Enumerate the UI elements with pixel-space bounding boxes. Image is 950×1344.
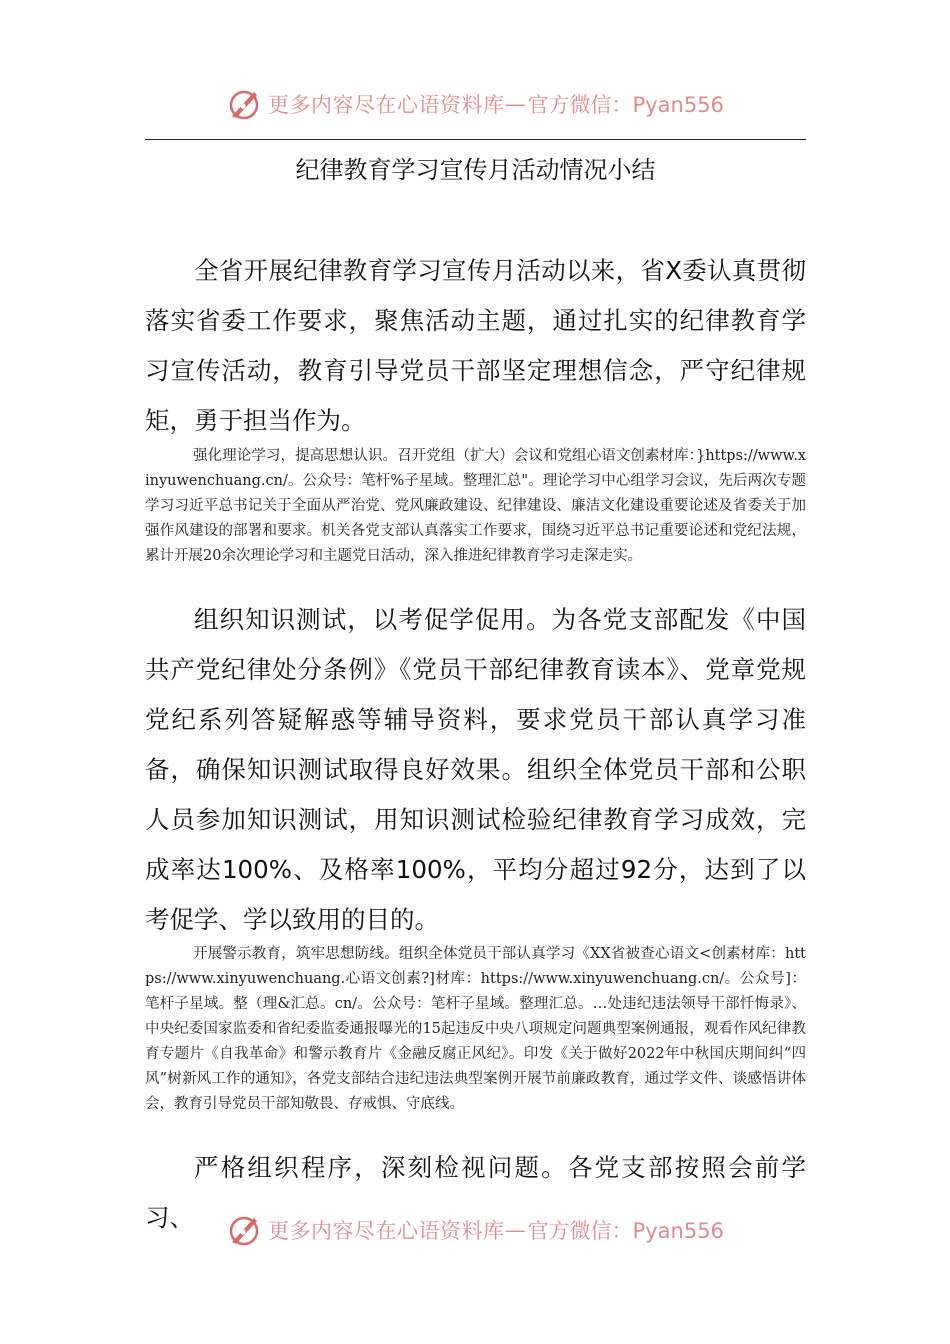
watermark-wechat-text: 官方微信：Pyan556	[527, 93, 724, 117]
watermark-banner-bottom	[0, 1206, 950, 1254]
paragraph-knowledge-test: 组织知识测试，以考促学促用。为各党支部配发《中国共产党纪律处分条例》《党员干部纪律教育读本》、党章党规党纪系列答疑解惑等辅导资料，要求党员干部认真学习准备，确保知识测试取得良好效果。组织全体党员干部和公职人员参加知识测试，用知识测试检验纪律教育学习成效，完成率达100%、及格率100%，平均分超过92分，达到了以考促学、学以致用的目的。	[145, 605, 806, 934]
pen-nib-logo-icon	[226, 86, 262, 122]
document-title: 纪律教育学习宣传月活动情况小结	[295, 156, 656, 184]
watermark-wechat-text: 官方微信：Pyan556	[527, 1219, 724, 1243]
watermark-dash: —	[504, 1218, 526, 1242]
paragraph-theory-study: 强化理论学习，提高思想认识。召开党组（扩大）会议和党组心语文创素材库：}https://www.xinyuwenchuang.cn/。公众号：笔杆%子星域。整理汇总"。理论学习中心组学习会议，先后两次专题学习习近平总书记关于全面从严治党、党风廉政建设、纪律建设、廉洁文化建设重要论述及省委关于加强作风建设的部署和要求。机关各党支部认真落实工作要求，围绕习近平总书记重要论述和党纪法规，累计开展20余次理论学习和主题党日活动，深入推进纪律教育学习走深走实。	[145, 448, 806, 564]
paragraph-warning-education: 开展警示教育，筑牢思想防线。组织全体党员干部认真学习《XX省被查心语文<创素材库：https://www.xinyuwenchuang.心语文创素?]材库：https://www.xinyuwenchuang.cn/。公众号]：笔杆子星域。整（理&汇总。cn/。公众号：笔杆子星域。整理汇总。…处违纪违法领导干部忏悔录》、中央纪委国家监委和省纪委监委通报曝光的15起违反中央八项规定问题典型案例通报，观看作风纪律教育专题片《自我革命》和警示教育片《金融反腐正风纪》。印发《关于做好2022年中秋国庆期间纠“四风”树新风工作的通知》，各党支部结合违纪违法典型案例开展节前廉政教育，通过学文件、谈感悟讲体会，教育引导党员干部知敬畏、存戒惧、守底线。	[145, 946, 806, 1112]
paragraph-intro: 全省开展纪律教育学习宣传月活动以来，省X委认真贯彻落实省委工作要求，聚焦活动主题，通过扎实的纪律教育学习宣传活动，教育引导党员干部坚定理想信念，严守纪律规矩，勇于担当作为。	[145, 256, 806, 435]
watermark-banner-top	[0, 80, 950, 128]
watermark-brand-text: 更多内容尽在心语资料库	[268, 1219, 505, 1243]
watermark-dash: —	[504, 92, 526, 116]
header-divider	[145, 139, 806, 140]
pen-nib-logo-icon	[226, 1212, 262, 1248]
paragraph-organization: 严格组织程序，深刻检视问题。各党支部按照会前学习、	[145, 1153, 806, 1232]
watermark-brand-text: 更多内容尽在心语资料库	[268, 93, 505, 117]
